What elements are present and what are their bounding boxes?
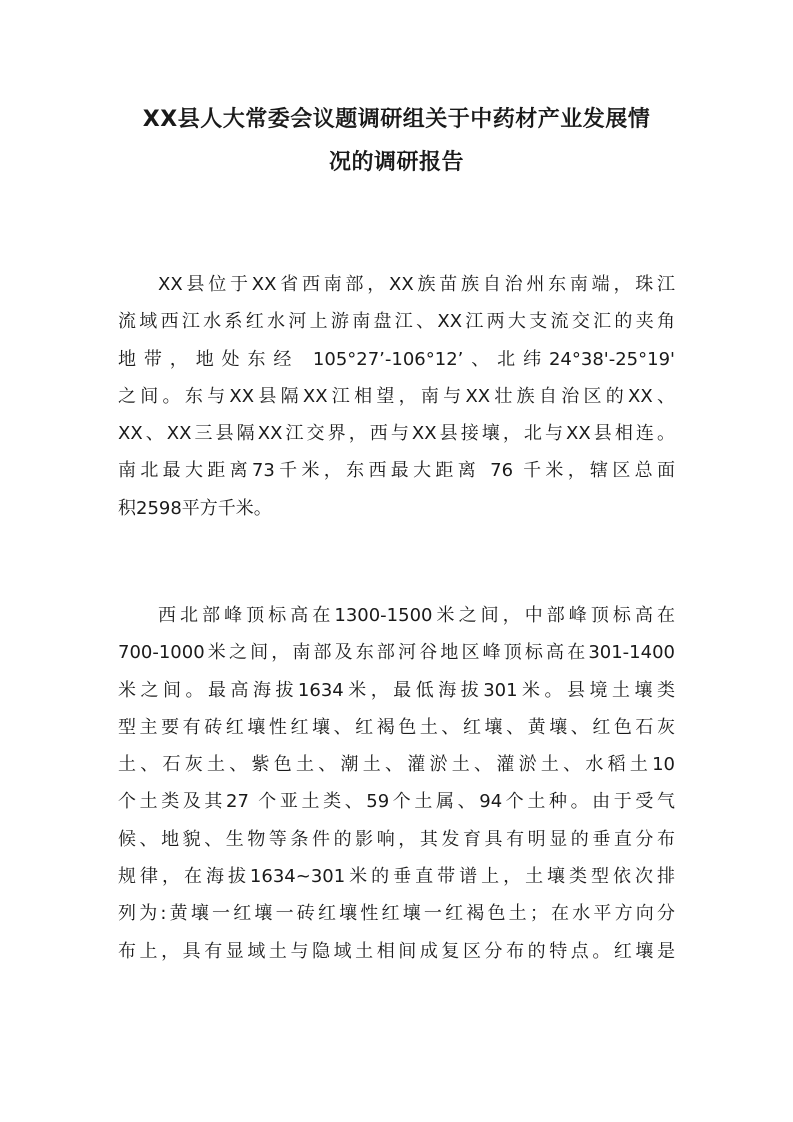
text-line: 700-1000米之间，南部及东部河谷地区峰顶标高在301-1400 — [118, 642, 675, 664]
text-line: 列为:黄壤一红壤一砖红壤性红壤一红褐色土；在水平方向分 — [118, 903, 675, 925]
text-line: 南北最大距离73千米，东西最大距离 76 千米，辖区总面 — [118, 460, 675, 482]
text-line: 米之间。最高海拔1634米，最低海拔301米。县境土壤类 — [118, 679, 675, 701]
text-line: 土、石灰土、紫色土、潮土、灌淤土、灌淤土、水稻土10 — [118, 754, 675, 776]
text-line: 个土类及其27 个亚土类、59个土属、94个土种。由于受气 — [118, 791, 675, 813]
text-line: 型主要有砖红壤性红壤、红褐色土、红壤、黄壤、红色石灰 — [118, 716, 675, 738]
text-line: 规律，在海拔1634~301米的垂直带谱上，土壤类型依次排 — [118, 866, 675, 888]
text-line: 西北部峰顶标高在1300-1500米之间，中部峰顶标高在 — [158, 605, 675, 626]
text-line: 积2598平方千米。 — [118, 497, 272, 519]
text-line: 布上，具有显域土与隐域土相间成复区分布的特点。红壤是 — [118, 940, 675, 962]
text-line: 候、地貌、生物等条件的影响，其发育具有明显的垂直分布 — [118, 828, 675, 850]
paragraph-terrain — [118, 597, 675, 970]
text-line: 地带，地处东经 105°27’-106°12’、北纬24°38'-25°19' — [118, 348, 675, 370]
document-title — [118, 98, 675, 184]
text-line: XX、XX三县隔XX江交界，西与XX县接壤，北与XX县相连。 — [118, 423, 675, 445]
text-line: 之间。东与XX县隔XX江相望，南与XX壮族自治区的XX、 — [118, 385, 675, 407]
text-line: 流域西江水系红水河上游南盘江、XX江两大支流交汇的夹角 — [118, 311, 675, 333]
title-line: XX县人大常委会议题调研组关于中药材产业发展情 — [142, 107, 651, 132]
title-line: 况的调研报告 — [328, 150, 464, 175]
text-line: XX县位于XX省西南部，XX族苗族自治州东南端，珠江 — [158, 274, 675, 295]
paragraph-location — [118, 266, 675, 527]
